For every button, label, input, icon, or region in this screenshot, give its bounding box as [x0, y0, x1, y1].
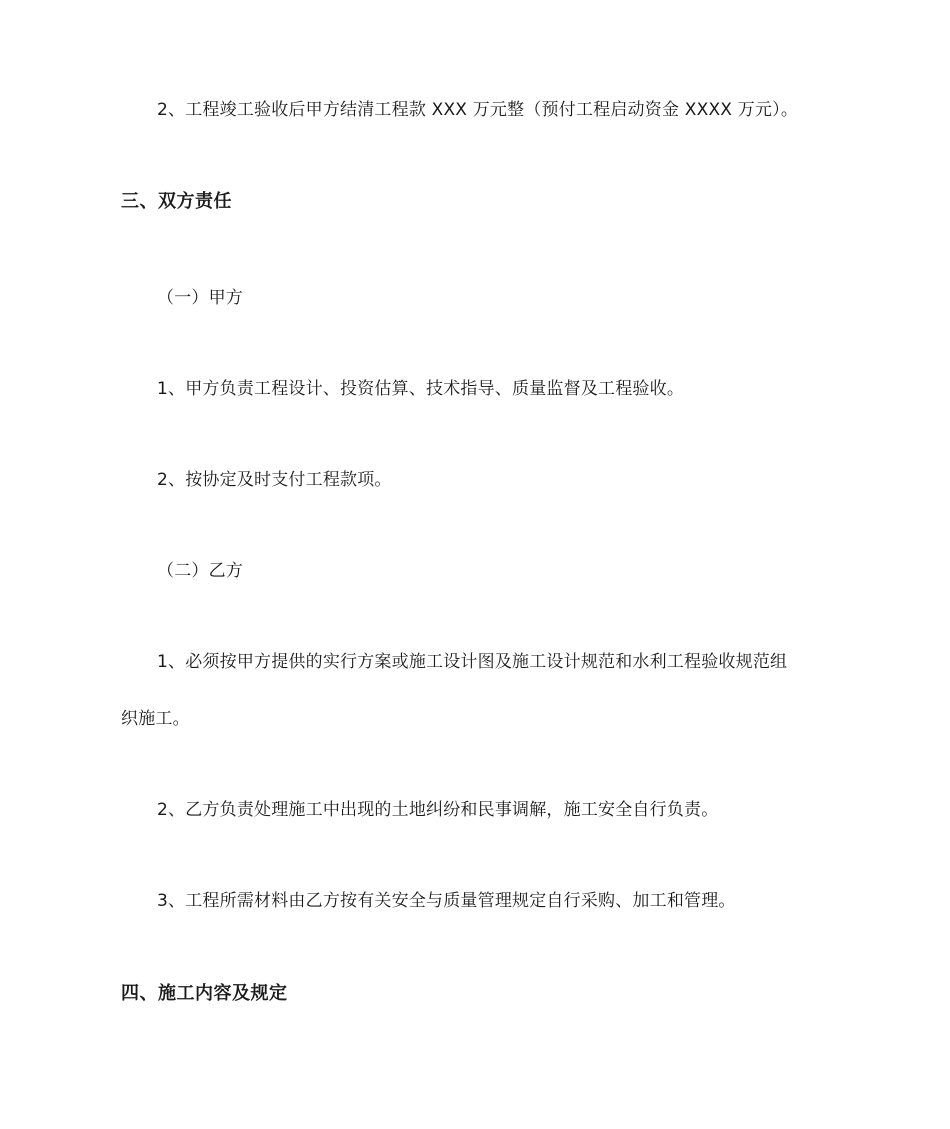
party-a-subheading: （一）甲方	[157, 288, 243, 308]
party-a-item-2: 2、按协定及时支付工程款项。	[157, 470, 392, 490]
section-3-heading: 三、双方责任	[121, 191, 232, 212]
party-b-item-1-line-1: 1、必须按甲方提供的实行方案或施工设计图及施工设计规范和水利工程验收规范组	[157, 652, 788, 672]
party-a-item-1: 1、甲方负责工程设计、投资估算、技术指导、质量监督及工程验收。	[157, 379, 685, 399]
party-b-subheading: （二）乙方	[157, 561, 243, 581]
payment-clause-2: 2、工程竣工验收后甲方结清工程款 XXX 万元整（预付工程启动资金 XXXX 万元）。	[157, 100, 799, 120]
section-4-heading: 四、施工内容及规定	[121, 983, 288, 1004]
party-b-item-2: 2、乙方负责处理施工中出现的土地纠纷和民事调解，施工安全自行负责。	[157, 800, 719, 820]
party-b-item-3: 3、工程所需材料由乙方按有关安全与质量管理规定自行采购、加工和管理。	[157, 891, 736, 911]
party-b-item-1-line-2: 织施工。	[121, 709, 190, 729]
